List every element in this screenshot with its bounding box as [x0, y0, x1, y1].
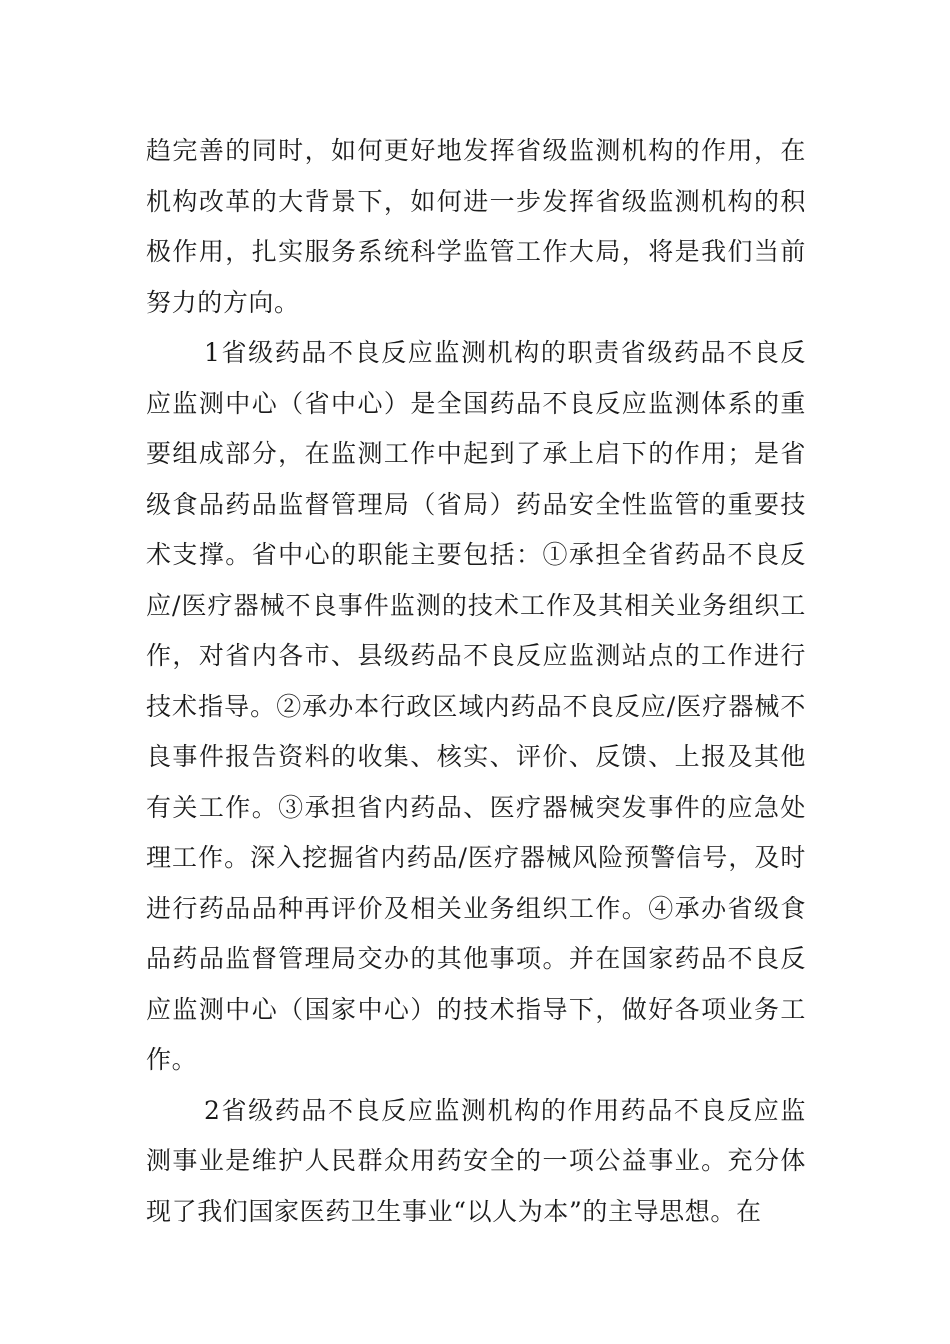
document-body: [146, 126, 806, 1237]
paragraph-continuation: 趋完善的同时，如何更好地发挥省级监测机构的作用，在机构改革的大背景下，如何进一步发挥省级监测机构的积极作用，扎实服务系统科学监管工作大局，将是我们当前努力的方向。: [146, 136, 806, 317]
paragraph-section-1: 1省级药品不良反应监测机构的职责省级药品不良反应监测中心（省中心）是全国药品不良反应监测体系的重要组成部分，在监测工作中起到了承上启下的作用；是省级食品药品监督管理局（省局）药品安全性监管的重要技术支撑。省中心的职能主要包括：①承担全省药品不良反应/医疗器械不良事件监测的技术工作及其相关业务组织工作，对省内各市、县级药品不良反应监测站点的工作进行技术指导。②承办本行政区域内药品不良反应/医疗器械不良事件报告资料的收集、核实、评价、反馈、上报及其他有关工作。③承担省内药品、医疗器械突发事件的应急处理工作。深入挖掘省内药品/医疗器械风险预警信号，及时进行药品品种再评价及相关业务组织工作。④承办省级食品药品监督管理局交办的其他事项。并在国家药品不良反应监测中心（国家中心）的技术指导下，做好各项业务工作。: [146, 338, 806, 1074]
paragraph-section-2: 2省级药品不良反应监测机构的作用药品不良反应监测事业是维护人民群众用药安全的一项公益事业。充分体现了我们国家医药卫生事业“以人为本”的主导思想。在: [146, 1095, 806, 1226]
